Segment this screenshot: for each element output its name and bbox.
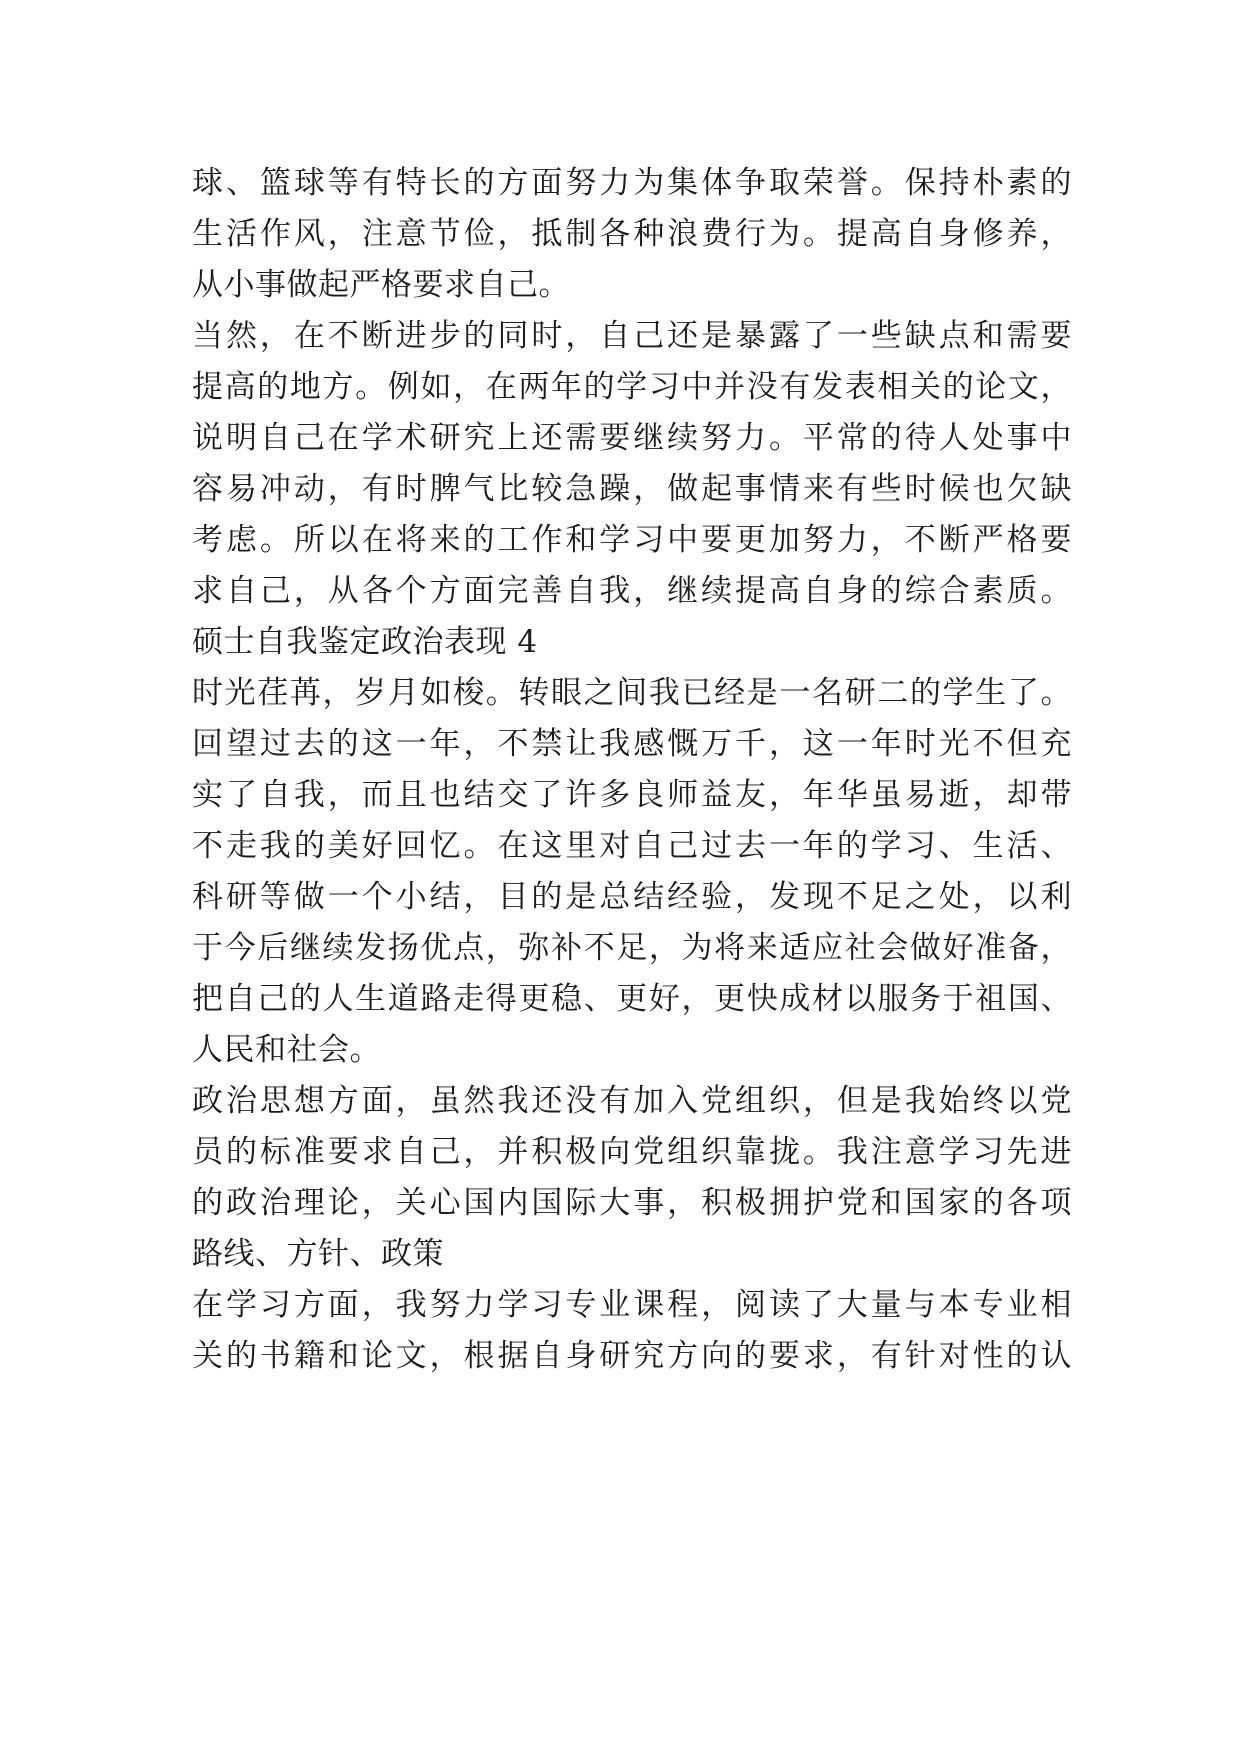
text-line: 生活作风，注意节俭，抵制各种浪费行为。提高自身修养， (192, 216, 1072, 252)
text-line: 关的书籍和论文，根据自身研究方向的要求，有针对性的认 (192, 1338, 1072, 1374)
text-line: 在学习方面，我努力学习专业课程，阅读了大量与本专业相 (192, 1287, 1072, 1323)
text-line: 的政治理论，关心国内国际大事，积极拥护党和国家的各项 (192, 1185, 1072, 1221)
text-line: 说明自己在学术研究上还需要继续努力。平常的待人处事中 (192, 420, 1072, 456)
text-line: 当然，在不断进步的同时，自己还是暴露了一些缺点和需要 (192, 318, 1072, 354)
text-line: 回望过去的这一年，不禁让我感慨万千，这一年时光不但充 (192, 726, 1072, 762)
text-line: 提高的地方。例如，在两年的学习中并没有发表相关的论文， (192, 369, 1072, 405)
text-line: 硕士自我鉴定政治表现 4 (192, 624, 538, 660)
text-line: 科研等做一个小结，目的是总结经验，发现不足之处，以利 (192, 879, 1072, 915)
text-line: 考虑。所以在将来的工作和学习中要更加努力，不断严格要 (192, 522, 1072, 558)
text-line: 时光荏苒，岁月如梭。转眼之间我已经是一名研二的学生了。 (192, 675, 1072, 711)
text-line: 路线、方针、政策 (192, 1236, 444, 1272)
text-line: 求自己，从各个方面完善自我，继续提高自身的综合素质。 (192, 573, 1072, 609)
text-line: 把自己的人生道路走得更稳、更好，更快成材以服务于祖国、 (192, 981, 1072, 1017)
text-line: 实了自我，而且也结交了许多良师益友，年华虽易逝，却带 (192, 777, 1072, 813)
text-line: 容易冲动，有时脾气比较急躁，做起事情来有些时候也欠缺 (192, 471, 1072, 507)
text-line: 政治思想方面，虽然我还没有加入党组织，但是我始终以党 (192, 1083, 1072, 1119)
text-line: 人民和社会。 (192, 1032, 381, 1068)
text-line: 于今后继续发扬优点，弥补不足，为将来适应社会做好准备， (192, 930, 1072, 966)
text-line: 球、篮球等有特长的方面努力为集体争取荣誉。保持朴素的 (192, 165, 1072, 201)
text-line: 不走我的美好回忆。在这里对自己过去一年的学习、生活、 (192, 828, 1072, 864)
text-line: 员的标准要求自己，并积极向党组织靠拢。我注意学习先进 (192, 1134, 1072, 1170)
document-body (192, 158, 1072, 1382)
text-line: 从小事做起严格要求自己。 (192, 267, 570, 303)
